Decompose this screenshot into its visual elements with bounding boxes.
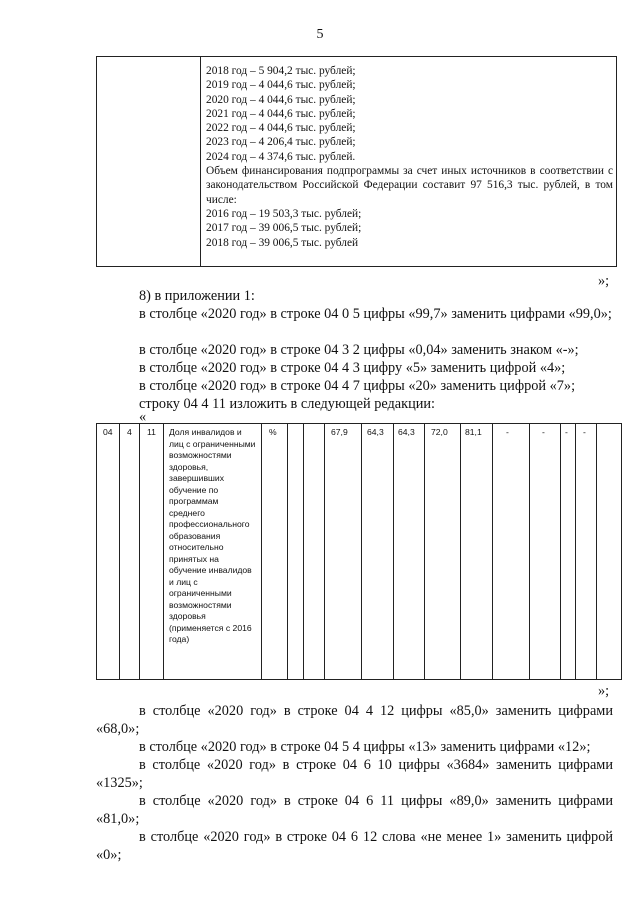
- closing-quote: »;: [598, 683, 610, 699]
- value-cell: 72,0: [431, 427, 448, 437]
- instruction: в столбце «2020 год» в строке 04 0 5 цифры «99,7» заменить цифрами «99,0»;: [139, 306, 612, 322]
- column-divider: [393, 423, 394, 680]
- instruction: в столбце «2020 год» в строке 04 4 7 цифры «20» заменить цифрой «7»;: [139, 378, 576, 394]
- instruction: в столбце «2020 год» в строке 04 3 2 цифры «0,04» заменить знаком «-»;: [139, 342, 579, 358]
- instruction: в столбце «2020 год» в строке 04 6 12 слова «не менее 1» заменить цифрой «0»;: [96, 829, 613, 863]
- financing-line: 2020 год – 4 044,6 тыс. рублей;: [206, 93, 356, 106]
- column-divider: [361, 423, 362, 680]
- row-code: 11: [147, 427, 156, 437]
- value-cell: 81,1: [465, 427, 482, 437]
- closing-quote: »;: [598, 273, 610, 289]
- instruction: в столбце «2020 год» в строке 04 4 12 цифры «85,0» заменить цифрами «68,0»;: [96, 703, 613, 737]
- financing-line: 2024 год – 4 374,6 тыс. рублей.: [206, 150, 356, 163]
- column-divider: [460, 423, 461, 680]
- value-cell: -: [583, 427, 586, 437]
- column-divider: [560, 423, 561, 680]
- column-divider: [119, 423, 120, 680]
- financing-line: 2022 год – 4 044,6 тыс. рублей;: [206, 122, 356, 135]
- financing-line: 2021 год – 4 044,6 тыс. рублей;: [206, 107, 356, 120]
- financing-table: [96, 56, 617, 267]
- financing-line: 2018 год – 5 904,2 тыс. рублей;: [206, 65, 356, 77]
- value-cell: -: [565, 427, 568, 437]
- indicator-table: [96, 423, 622, 680]
- indicator-name: Доля инвалидов и лиц с ограниченными возможностями здоровья, завершивших обучение по программам среднего профессионального образования относительно принятых на обучение инвалидов и лиц с ограниченными возможностями здоровья (применяется с 2016 года): [169, 427, 256, 644]
- value-cell: 64,3: [398, 427, 415, 437]
- column-divider: [287, 423, 288, 680]
- financing-cell: [206, 64, 613, 250]
- column-divider: [163, 423, 164, 680]
- column-divider: [492, 423, 493, 680]
- column-divider: [596, 423, 597, 680]
- financing-line: 2017 год – 39 006,5 тыс. рублей;: [206, 222, 362, 235]
- financing-line: 2023 год – 4 206,4 тыс. рублей;: [206, 136, 356, 149]
- column-divider: [575, 423, 576, 680]
- value-cell: -: [506, 427, 509, 437]
- instruction: в столбце «2020 год» в строке 04 5 4 цифры «13» заменить цифрами «12»;: [139, 739, 591, 755]
- column-divider: [324, 423, 325, 680]
- column-divider: [139, 423, 140, 680]
- column-divider: [529, 423, 530, 680]
- opening-quote: «: [139, 409, 147, 425]
- row-code: 04: [103, 427, 113, 437]
- column-divider: [303, 423, 304, 680]
- column-divider: [261, 423, 262, 680]
- unit-cell: %: [269, 427, 277, 437]
- financing-line: 2018 год – 39 006,5 тыс. рублей: [206, 236, 359, 249]
- value-cell: 67,9: [331, 427, 348, 437]
- row-code: 4: [127, 427, 132, 437]
- column-divider: [424, 423, 425, 680]
- instruction: в столбце «2020 год» в строке 04 6 11 цифры «89,0» заменить цифрами «81,0»;: [96, 793, 613, 827]
- value-cell: 64,3: [367, 427, 384, 437]
- page-number: 5: [316, 27, 324, 42]
- financing-line: 2016 год – 19 503,3 тыс. рублей;: [206, 207, 362, 220]
- table-divider: [200, 57, 201, 266]
- section-heading: 8) в приложении 1:: [139, 288, 255, 304]
- instruction: в столбце «2020 год» в строке 04 4 3 цифру «5» заменить цифрой «4»;: [139, 360, 566, 376]
- financing-line: 2019 год – 4 044,6 тыс. рублей;: [206, 79, 356, 92]
- instruction: строку 04 4 11 изложить в следующей редакции:: [139, 396, 436, 412]
- financing-paragraph: Объем финансирования подпрограммы за счет иных источников в соответствии с законодательством Российской Федерации составит 97 516,3 тыс. рублей, в том числе:: [206, 165, 613, 206]
- value-cell: -: [542, 427, 545, 437]
- instruction: в столбце «2020 год» в строке 04 6 10 цифры «3684» заменить цифрами «1325»;: [96, 757, 613, 791]
